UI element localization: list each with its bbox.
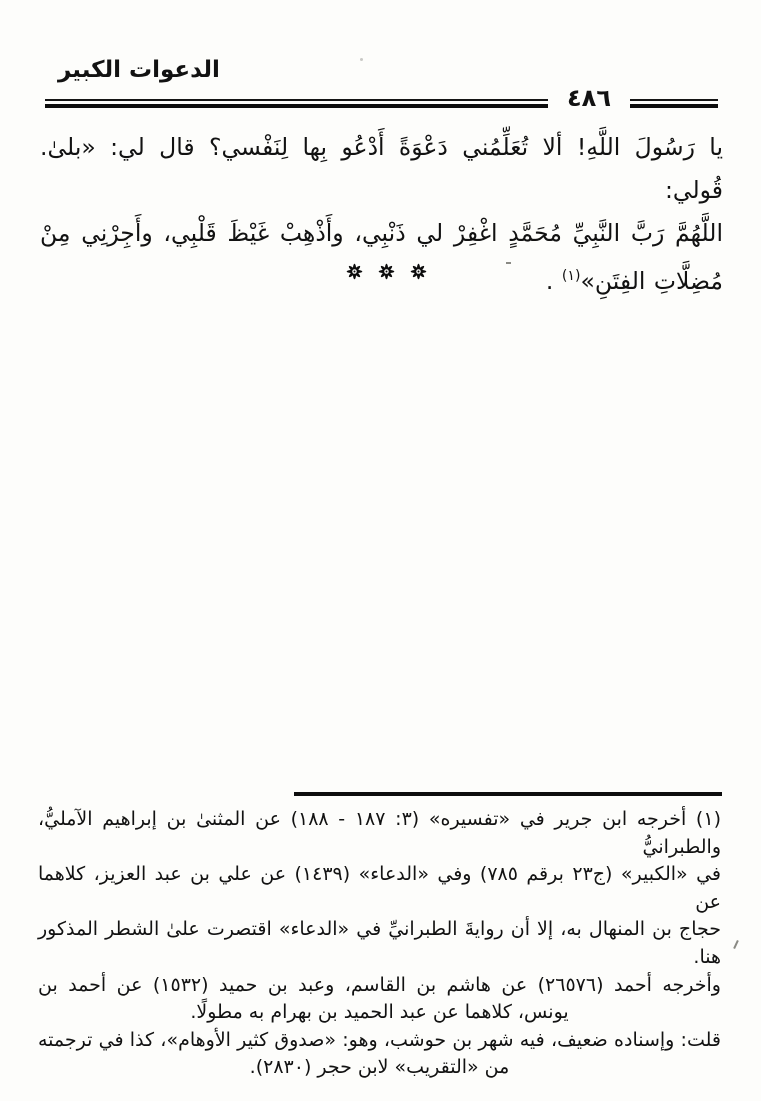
section-divider-ornament xyxy=(6,263,761,280)
footnote-line: قلت: وإسناده ضعيف، فيه شهر بن حوشب، وهو: «صدوق كثير الأوهام»، كذا في ترجمته xyxy=(38,1028,721,1051)
header-rule-long xyxy=(45,99,548,108)
page-number: ٤٨٦ xyxy=(567,84,611,112)
body-line-2: اللَّهُمَّ رَبَّ النَّبِيِّ مُحَمَّدٍ اغْفِرْ لي ذَنْبِي، وأَذْهِبْ غَيْظَ قَلْبِي، وأَجِرْنِي مِنْ xyxy=(40,219,723,247)
asterisk-flower-icon xyxy=(346,263,363,280)
footnote-line: من «التقريب» لابن حجر (٢٨٣٠). xyxy=(249,1056,510,1079)
footnote-line: وأخرجه أحمد (٢٦٥٧٦) عن هاشم بن القاسم، وعبد بن حميد (١٥٣٢) عن أحمد بن xyxy=(38,973,721,996)
scan-artifact xyxy=(733,940,739,949)
footnote-line: في «الكبير» (ج٢٣ برقم ٧٨٥) وفي «الدعاء» (١٤٣٩) عن علي بن عبد العزيز، كلاهما عن xyxy=(38,863,722,913)
body-line-3-text: مُضِلَّاتِ الفِتَنِ» xyxy=(580,267,723,295)
footnote-separator-rule xyxy=(294,792,722,796)
footnote-block xyxy=(38,806,721,1082)
asterisk-flower-icon xyxy=(410,263,427,280)
footnote-line: يونس، كلاهما عن عبد الحميد بن بهرام به مطولًا. xyxy=(190,1001,569,1024)
footnote-reference: (١) xyxy=(561,268,581,284)
footnote-line: (١) أخرجه ابن جرير في «تفسيره» (٣: ١٨٧ - ١٨٨) عن المثنىٰ بن إبراهيم الآمليُّ، والطبرانيُّ xyxy=(38,808,721,858)
scan-artifact xyxy=(360,58,363,61)
body-line-1: يا رَسُولَ اللَّهِ! ألا تُعَلِّمُني دَعْوَةً أَدْعُو بِها لِنَفْسي؟ قال لي: «بلىٰ. قُولي: xyxy=(40,133,723,204)
asterisk-flower-icon xyxy=(378,263,395,280)
header-rule-short xyxy=(630,99,718,108)
book-title: الدعوات الكبير xyxy=(58,57,220,83)
footnote-line: حجاج بن المنهال به، إلا أن روايةَ الطبرانيِّ في «الدعاء» اقتصرت علىٰ الشطر المذكور هنا. xyxy=(38,918,721,968)
body-line-3-tail: . xyxy=(545,267,554,295)
scan-artifact xyxy=(506,262,511,264)
